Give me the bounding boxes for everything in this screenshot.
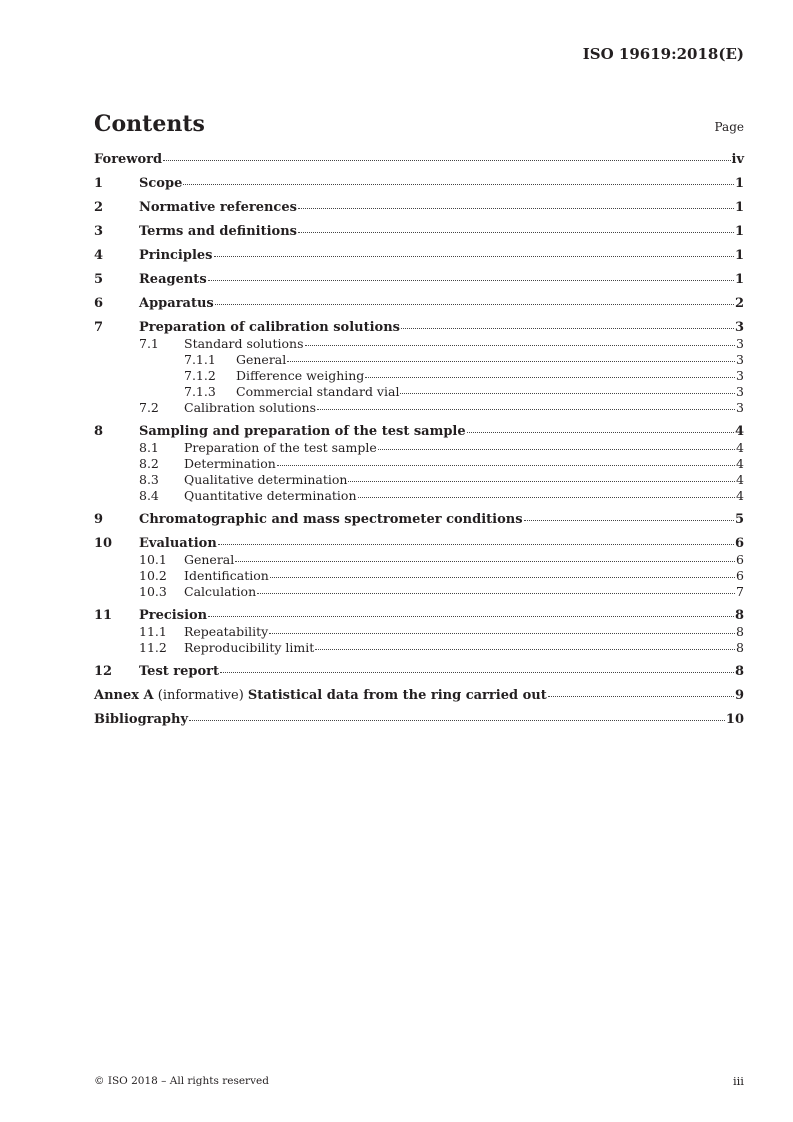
toc-entry[interactable]: [94, 400, 744, 416]
toc-entry[interactable]: [94, 424, 744, 440]
toc-entry-page: 3: [734, 320, 744, 335]
toc-entry-number: 3: [94, 224, 104, 239]
toc-entry-number: 7.1.1: [184, 352, 216, 367]
toc-entry-title-part: Annex A: [94, 688, 154, 703]
toc-entry-number: 8.3: [139, 472, 159, 487]
toc-entry-title: Qualitative determination: [184, 472, 348, 487]
toc-entry[interactable]: [94, 384, 744, 400]
toc-entry-number: 7.1.3: [184, 384, 216, 399]
toc-entry-title: Chromatographic and mass spectrometer conditions: [139, 512, 523, 527]
dot-leader: [298, 207, 734, 209]
toc-entry-title: Precision: [139, 608, 208, 623]
dot-leader: [348, 480, 735, 482]
toc-entry-title: Reagents: [139, 272, 207, 287]
page-column-label: Page: [714, 120, 744, 134]
dot-leader: [269, 632, 735, 634]
toc-entry-number: 7: [94, 320, 104, 335]
toc-entry-page: 3: [736, 384, 744, 399]
toc-entry[interactable]: [94, 688, 744, 704]
toc-entry[interactable]: [94, 456, 744, 472]
toc-entry-title: Test report: [139, 664, 220, 679]
toc-entry[interactable]: [94, 568, 744, 584]
toc-entry-title: Identification: [184, 568, 269, 583]
toc-entry-title: Preparation of calibration solutions: [139, 320, 400, 335]
toc-entry-page: 3: [736, 336, 744, 351]
toc-entry-page: 10: [725, 712, 744, 727]
toc-entry[interactable]: [94, 272, 744, 288]
toc-entry-page: 4: [736, 456, 744, 471]
toc-entry-title: General: [236, 352, 287, 367]
toc-entry[interactable]: [94, 640, 744, 656]
toc-entry[interactable]: [94, 584, 744, 600]
toc-entry-title: Scope: [139, 176, 183, 191]
toc-entry[interactable]: [94, 176, 744, 192]
dot-leader: [218, 543, 734, 545]
dot-leader: [257, 592, 735, 594]
toc-entry-number: 6: [94, 296, 104, 311]
dot-leader: [270, 576, 735, 578]
toc-entry-number: 5: [94, 272, 104, 287]
toc-entry-page: 1: [734, 248, 744, 263]
toc-entry-page: 3: [736, 400, 744, 415]
contents-heading-row: [94, 111, 744, 137]
toc-entry-title: Foreword: [94, 152, 163, 167]
toc-entry-number: 11.1: [139, 624, 167, 639]
toc-entry-page: 6: [736, 568, 744, 583]
toc-entry-page: 1: [734, 272, 744, 287]
toc-entry[interactable]: [94, 296, 744, 312]
toc-entry-page: 9: [734, 688, 744, 703]
toc-entry-title: [94, 688, 547, 704]
toc-entry-page: 6: [734, 536, 744, 551]
toc-entry-title: Standard solutions: [184, 336, 304, 351]
toc-entry-title: Difference weighing: [236, 368, 365, 383]
page-number: iii: [732, 1074, 744, 1088]
toc-entry-number: 11: [94, 608, 113, 623]
toc-entry-title: Sampling and preparation of the test sample: [139, 424, 466, 439]
toc-entry-title: Commercial standard vial: [236, 384, 400, 399]
toc-entry-page: 8: [736, 624, 744, 639]
toc-entry-number: 10.1: [139, 552, 167, 567]
toc-entry-number: 8.1: [139, 440, 159, 455]
toc-entry-number: 4: [94, 248, 104, 263]
dot-leader: [287, 360, 735, 362]
toc-entry-title: Calibration solutions: [184, 400, 317, 415]
toc-entry-page: 5: [734, 512, 744, 527]
toc-entry[interactable]: [94, 608, 744, 624]
document-id: ISO 19619:2018(E): [582, 45, 744, 63]
dot-leader: [401, 327, 734, 329]
toc-entry-title: Evaluation: [139, 536, 217, 551]
dot-leader: [235, 560, 735, 562]
toc-entry-number: 12: [94, 664, 113, 679]
toc-entry-number: 10.2: [139, 568, 167, 583]
toc-entry-page: 1: [734, 224, 744, 239]
toc-entry[interactable]: [94, 248, 744, 264]
toc-entry[interactable]: [94, 200, 744, 216]
toc-entry-page: 3: [736, 368, 744, 383]
toc-entry[interactable]: [94, 336, 744, 352]
toc-entry[interactable]: [94, 664, 744, 680]
toc-entry[interactable]: [94, 624, 744, 640]
dot-leader: [163, 159, 730, 161]
toc-entry-page: 4: [734, 424, 744, 439]
toc-entry[interactable]: [94, 472, 744, 488]
toc-entry-page: 1: [734, 200, 744, 215]
toc-entry-page: 4: [736, 472, 744, 487]
toc-entry[interactable]: [94, 512, 744, 528]
toc-entry-title: Preparation of the test sample: [184, 440, 377, 455]
dot-leader: [358, 496, 736, 498]
dot-leader: [378, 448, 735, 450]
dot-leader: [183, 183, 734, 185]
toc-entry-page: 7: [736, 584, 744, 599]
toc-entry-title: Calculation: [184, 584, 257, 599]
toc-entry-number: 8.4: [139, 488, 159, 503]
dot-leader: [400, 392, 735, 394]
toc-entry[interactable]: [94, 488, 744, 504]
dot-leader: [305, 344, 736, 346]
dot-leader: [215, 303, 734, 305]
dot-leader: [214, 255, 734, 257]
toc-entry-page: 1: [734, 176, 744, 191]
toc-entry-title-note: (informative): [153, 688, 248, 703]
toc-entry-number: 7.2: [139, 400, 159, 415]
toc-entry-title: Bibliography: [94, 712, 189, 727]
dot-leader: [524, 519, 734, 521]
toc-entry-number: 10.3: [139, 584, 167, 599]
toc-entry-number: 10: [94, 536, 113, 551]
toc-entry[interactable]: [94, 224, 744, 240]
toc-entry[interactable]: [94, 552, 744, 568]
toc-entry-title: Principles: [139, 248, 213, 263]
toc-entry-page: 6: [736, 552, 744, 567]
toc-entry-title: Apparatus: [139, 296, 214, 311]
dot-leader: [315, 648, 735, 650]
toc-entry-page: 8: [734, 664, 744, 679]
toc-entry[interactable]: [94, 368, 744, 384]
dot-leader: [208, 615, 734, 617]
toc-entry[interactable]: [94, 320, 744, 336]
toc-entry[interactable]: [94, 352, 744, 368]
contents-title: Contents: [94, 111, 205, 137]
table-of-contents: [94, 152, 744, 728]
toc-entry-number: 8.2: [139, 456, 159, 471]
dot-leader: [317, 408, 735, 410]
toc-entry-page: 4: [736, 440, 744, 455]
toc-entry[interactable]: [94, 712, 744, 728]
toc-entry[interactable]: [94, 536, 744, 552]
toc-entry-number: 1: [94, 176, 104, 191]
toc-entry-page: iv: [731, 152, 744, 167]
dot-leader: [189, 719, 725, 721]
dot-leader: [548, 695, 734, 697]
toc-entry-title: Reproducibility limit: [184, 640, 315, 655]
dot-leader: [208, 279, 734, 281]
toc-entry-number: 11.2: [139, 640, 167, 655]
toc-entry-title: Quantitative determination: [184, 488, 357, 503]
dot-leader: [365, 376, 735, 378]
toc-entry-number: 7.1.2: [184, 368, 216, 383]
dot-leader: [277, 464, 735, 466]
toc-entry-page: 8: [736, 640, 744, 655]
toc-entry[interactable]: [94, 440, 744, 456]
toc-entry-title: Terms and definitions: [139, 224, 297, 239]
toc-entry-number: 2: [94, 200, 104, 215]
toc-entry-title: Determination: [184, 456, 276, 471]
toc-entry-title: Normative references: [139, 200, 297, 215]
toc-entry-title: General: [184, 552, 235, 567]
toc-entry-number: 9: [94, 512, 104, 527]
toc-entry-title: Repeatability: [184, 624, 269, 639]
dot-leader: [467, 431, 734, 433]
toc-entry-page: 8: [734, 608, 744, 623]
copyright-notice: © ISO 2018 – All rights reserved: [94, 1075, 269, 1087]
toc-entry-number: 7.1: [139, 336, 159, 351]
toc-entry[interactable]: [94, 152, 744, 168]
toc-entry-page: 4: [736, 488, 744, 503]
dot-leader: [220, 671, 734, 673]
toc-entry-number: 8: [94, 424, 104, 439]
dot-leader: [298, 231, 734, 233]
toc-entry-title-part: Statistical data from the ring carried out: [247, 688, 547, 703]
toc-entry-page: 3: [736, 352, 744, 367]
toc-entry-page: 2: [734, 296, 744, 311]
